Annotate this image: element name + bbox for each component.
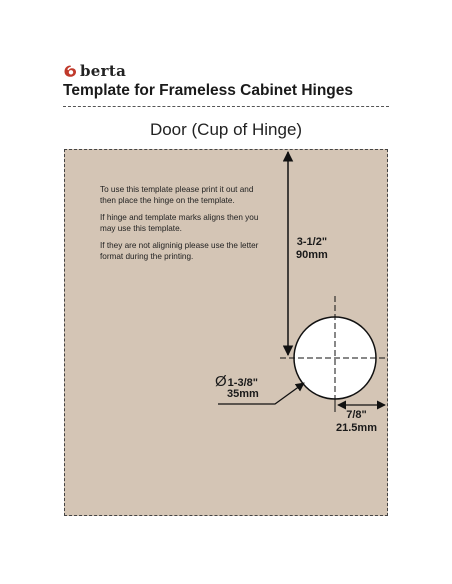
- vertical-dimension-imperial: 3-1/2": [296, 236, 328, 248]
- edge-dimension-imperial: 7/8": [346, 409, 367, 421]
- instruction-paragraph: To use this template please print it out and then place the hinge on the template.: [100, 185, 254, 205]
- diameter-symbol: Ø: [215, 373, 227, 390]
- edge-dimension-label: [336, 409, 377, 435]
- page-title: Template for Frameless Cabinet Hinges: [63, 82, 353, 99]
- vertical-dimension-label: [296, 236, 328, 262]
- vertical-dimension-metric: 90mm: [296, 249, 328, 261]
- brand-name: berta: [80, 62, 127, 80]
- edge-dimension-metric: 21.5mm: [336, 422, 377, 434]
- diameter-metric: 35mm: [227, 388, 259, 400]
- diameter-dimension-label: [215, 375, 259, 401]
- instruction-paragraph: If they are not aligninig please use the letter format during the printing.: [100, 241, 259, 261]
- template-subtitle: Door (Cup of Hinge): [149, 120, 303, 139]
- instruction-paragraph: If hinge and template marks aligns then you may use this template.: [100, 213, 259, 233]
- diameter-imperial: 1-3/8": [227, 377, 258, 389]
